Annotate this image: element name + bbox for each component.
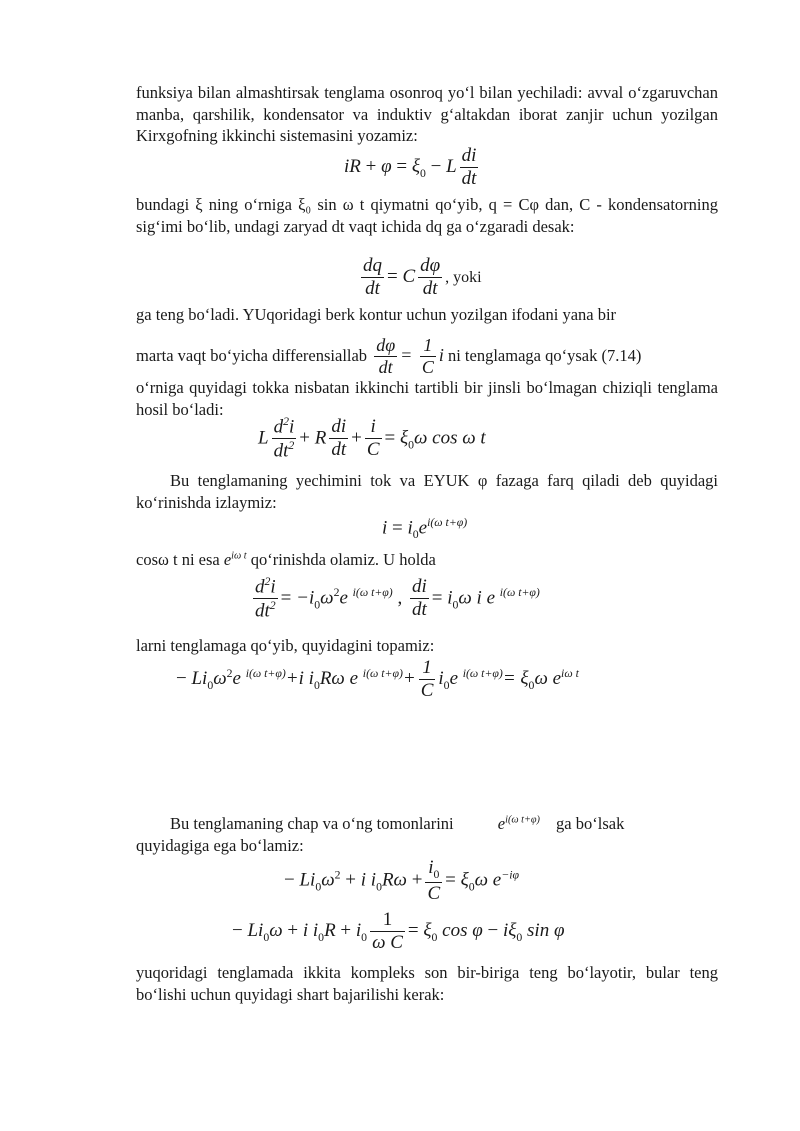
equation-kirchhoff: iR + $\varphi = \xi_0 - L$ $\frac{di}{dt}$	[344, 145, 477, 189]
paragraph-3b-post: ni tenglamaga qo‘ysak (7.14)	[447, 345, 642, 365]
paragraph-5-post: qo‘rinishda olamiz. U holda	[250, 550, 436, 569]
paragraph-3c: o‘rniga quyidagi tokka nisbatan ikkinchi tartibli bir jinsli bo‘lmagan chiziqli tenglama hosil bo‘ladi:	[136, 378, 718, 419]
paragraph-5: cosω t ni esa $e^{i\omega t}$ qo‘rinishda olamiz. U holda	[136, 550, 436, 569]
paragraph-7: Bu tenglamaning chap va o‘ng tomonlarini $e^{i(\omega t+\varphi)}$ ga bo‘lsak	[170, 814, 625, 833]
equation-derivatives: $\frac{d^2i}{dt^2}$ = $-i_0\omega^2e$ $^{i(\omega t+\varphi)}$ , $\frac{di}{dt}$ = $i_0\omega$ i e $^{i(\omega t+\varphi)}$	[255, 575, 540, 622]
paragraph-3a: ga teng bo‘ladi. YUqoridagi berk kontur uchun yozilgan ifodani yana bir	[136, 305, 617, 324]
paragraph-6: larni tenglamaga qo‘yib, quyidagini topamiz:	[136, 636, 435, 655]
equation-substituted: − $Li_0\omega^2e$ $^{i(\omega t+\varphi)}$+i $i_0R\omega$ e $^{i(\omega t+\varphi)}$+ $\frac{1}{C}$ $i_0e$ $^{i(\omega t+\varphi)}= \xi_0\omega$ $e^{i\omega t}$	[176, 657, 579, 701]
paragraph-3b-pre: marta vaqt bo‘yicha differensiallab	[136, 345, 368, 365]
paragraph-7b: quyidagiga ega bo‘lamiz:	[136, 836, 304, 855]
equation-solution: $i = i_0e^{i(\omega t+\varphi)}$	[382, 516, 468, 542]
equation-charge: $\frac{dq}{dt}$ = C $\frac{d\varphi}{dt}$ , yoki	[363, 255, 482, 299]
paragraph-5-pre: cosω t ni esa	[136, 550, 220, 569]
paragraph-7-post: ga bo‘lsak	[556, 814, 625, 833]
equation-second-order: L $\frac{d^2i}{dt^2}$ + R $\frac{di}{dt}$ + $\frac{i}{C}$ = $\xi_0\omega$ cos ω t	[258, 415, 486, 462]
paragraph-1: funksiya bilan almashtirsak tenglama osonroq yo‘l bilan yechiladi: avval o‘zgaruvchan manba, qarshilik, kondensator va induktiv g‘altakdan iborat zanjir uchun yozilgan Kirxgofning ikkinchi sistemasini yozamiz:	[136, 83, 718, 146]
paragraph-4: Bu tenglamaning yechimini tok va EYUK φ fazaga farq qiladi deb quyidagi ko‘rinishda izlaymiz:	[136, 471, 718, 512]
paragraph-7-pre: Bu tenglamaning chap va o‘ng tomonlarini	[170, 814, 454, 833]
equation-divided-1: − $Li_0\omega^2 + i$ $i_0R\omega$ + $\frac{i_0}{C}$ = $\xi_0\omega$ $e^{-i\varphi}$	[284, 857, 519, 904]
paragraph-8: yuqoridagi tenglamada ikkita kompleks son bir-biriga teng bo‘layotir, bular teng bo‘lishi uchun quyidagi shart bajarilishi kerak:	[136, 963, 718, 1004]
paragraph-3b: marta vaqt bo‘yicha differensiallab $\frac{d\varphi}{dt}$ = $\frac{1}{C}$ i ni tenglamaga qo‘ysak (7.14)	[136, 335, 642, 377]
equation-divided-2: − $Li_0\omega + i$ $i_0R + i_0$ $\frac{1}{\text{ω C}}$ = $\xi_0$ $\cos \varphi - i\xi_0$ sin φ	[232, 909, 565, 953]
yoki-label: , yoki	[445, 269, 482, 287]
paragraph-2: bundagi ξ ning o‘rniga ξ₀ sin ω t qiymatni qo‘yib, q = Cφ dan, C - kondensatorning sig‘imi bo‘lib, undagi zaryad dt vaqt ichida dq ga o‘zgaradi desak:	[136, 195, 718, 236]
